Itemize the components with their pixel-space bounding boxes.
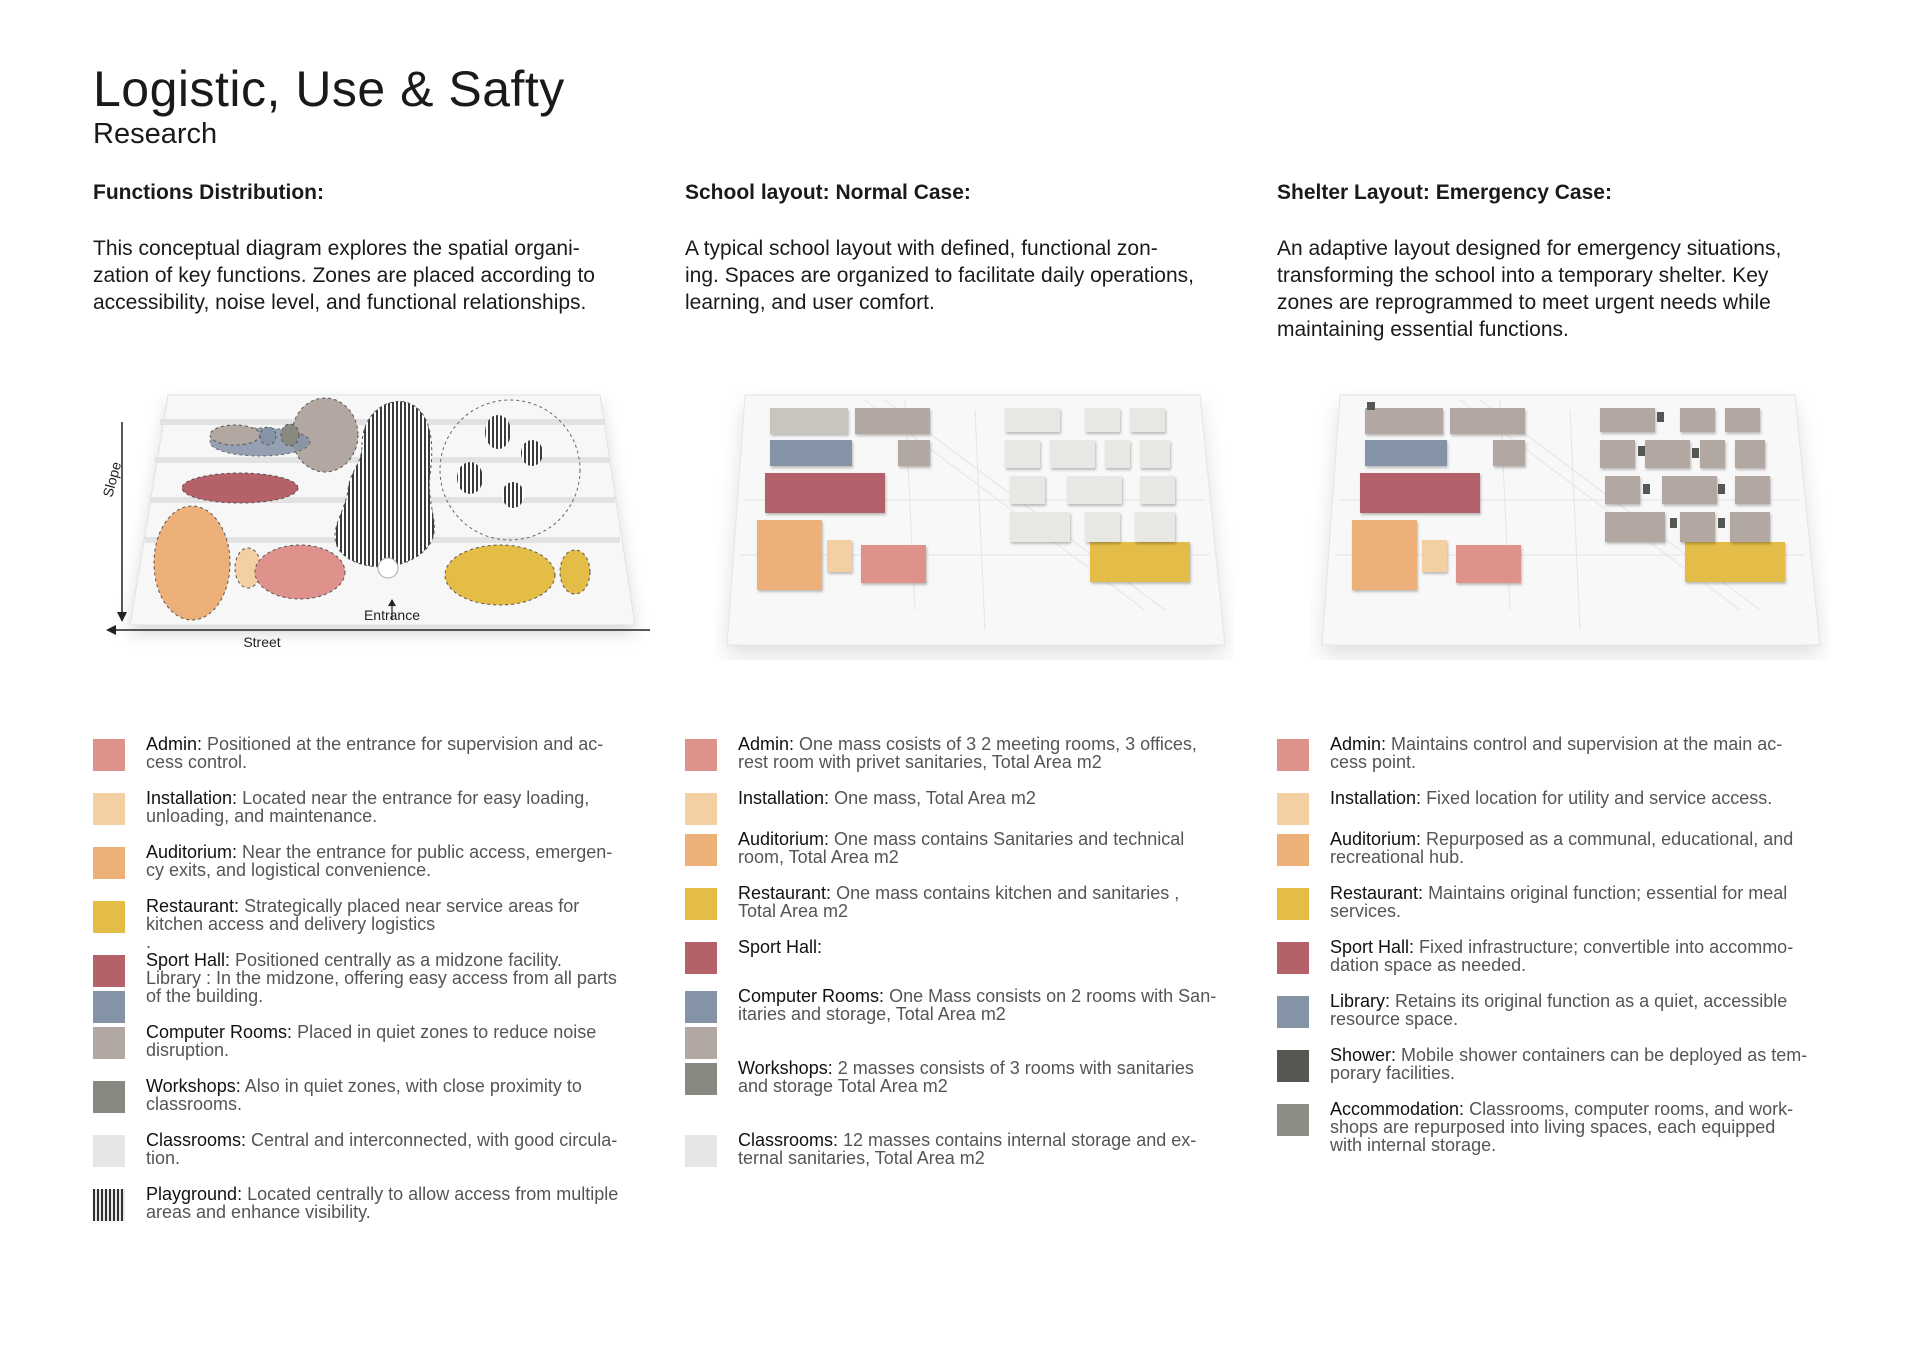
legend-swatch (1277, 739, 1309, 771)
legend-description: Positioned centrally as a midzone facility. Library : In the midzone, offering easy access from all parts of the building. (146, 950, 617, 1006)
legend-text (146, 1185, 666, 1221)
legend-text (1330, 789, 1850, 807)
legend-description: One Mass consists on 2 rooms with San- itaries and storage, Total Area m2 (738, 986, 1217, 1024)
legend-swatch (93, 1027, 125, 1059)
school-layout-svg (715, 380, 1235, 660)
shelter-layout-svg (1310, 380, 1830, 660)
shelter-description: An adaptive layout designed for emergency situations, transforming the school into a temporary shelter. Key zones are reprogrammed to meet urgent needs while maintaining essential functions. (1277, 237, 1782, 342)
legend-text (738, 884, 1258, 920)
legend-swatch (685, 991, 717, 1023)
legend-swatch (93, 847, 125, 879)
street-label: Street (243, 634, 281, 650)
legend-swatch (93, 739, 125, 771)
legend-text (146, 1023, 666, 1059)
page-title: Logistic, Use & Safty (93, 61, 565, 117)
column-shelter (1277, 180, 1837, 343)
legend-swatch (93, 991, 125, 1023)
library-block (1365, 440, 1447, 466)
legend-swatch (1277, 888, 1309, 920)
legend-text (1330, 938, 1850, 974)
legend-swatch (685, 793, 717, 825)
legend-swatch (1277, 793, 1309, 825)
legend-description: Retains its original function as a quiet, accessible resource space. (1330, 991, 1788, 1029)
legend-description: Located near the entrance for easy loading, unloading, and maintenance. (146, 788, 590, 826)
legend-label: Restaurant: (738, 883, 832, 903)
legend-text (738, 987, 1258, 1023)
legend-text (1330, 884, 1850, 920)
legend-label: Shower: (1330, 1045, 1397, 1065)
installation-block (827, 540, 852, 572)
sport-hall-block (765, 473, 885, 513)
legend-swatch (1277, 996, 1309, 1028)
legend-text (738, 1059, 1258, 1095)
legend-swatch (685, 834, 717, 866)
functions-diagram-svg (100, 380, 660, 660)
legend-label: Sport Hall: (1330, 937, 1415, 957)
legend-label: Playground: (146, 1184, 243, 1204)
legend-label: Admin: (738, 734, 795, 754)
legend-swatch (93, 901, 125, 933)
school-layout-diagram (715, 380, 1235, 660)
legend-text (738, 938, 1258, 956)
legend-description: 12 masses contains internal storage and ex- ternal sanitaries, Total Area m2 (738, 1130, 1197, 1168)
legend-label: Admin: (146, 734, 203, 754)
library-block (770, 440, 852, 466)
school-heading: School layout: Normal Case: (685, 181, 971, 204)
legend-text (146, 1131, 666, 1167)
computer-block (855, 408, 930, 434)
legend-label: Computer Rooms: (146, 1022, 293, 1042)
legend-description: Classrooms, computer rooms, and work- shops are repurposed into living spaces, each equipped with internal storage. (1330, 1099, 1794, 1155)
installation-block (1422, 540, 1447, 572)
school-description: A typical school layout with defined, functional zon- ing. Spaces are organized to facilitate daily operations, learning, and user comfort. (685, 237, 1194, 315)
legend-text (1330, 1046, 1850, 1082)
entrance-label: Entrance (363, 607, 421, 623)
legend-label: Installation: (1330, 788, 1422, 808)
legend-text (738, 789, 1258, 807)
legend-label: Auditorium: (738, 829, 830, 849)
legend-description: 2 masses consists of 3 rooms with sanitaries and storage Total Area m2 (738, 1058, 1194, 1096)
legend-description: Fixed infrastructure; convertible into accommo- dation space as needed. (1330, 937, 1794, 975)
auditorium-block (757, 520, 822, 590)
legend-text (146, 789, 666, 825)
auditorium-block (1352, 520, 1417, 590)
column-school (685, 180, 1245, 316)
legend-description: Strategically placed near service areas for kitchen access and delivery logistics . (146, 896, 580, 952)
auditorium-zone (154, 506, 230, 620)
legend-swatch (685, 1027, 717, 1059)
legend-text (738, 735, 1258, 771)
legend-text (1330, 735, 1850, 771)
legend-description: Fixed location for utility and service access. (1421, 788, 1773, 808)
legend-swatch (685, 888, 717, 920)
functions-heading: Functions Distribution: (93, 181, 324, 204)
legend-description: Maintains control and supervision at the main ac- cess point. (1330, 734, 1783, 772)
legend-description: One mass contains kitchen and sanitaries , Total Area m2 (738, 883, 1180, 921)
accommodation-block (1365, 408, 1443, 434)
legend-description: Positioned at the entrance for supervision and ac- cess control. (146, 734, 604, 772)
legend-description: One mass contains Sanitaries and technical room, Total Area m2 (738, 829, 1185, 867)
admin-zone (255, 545, 345, 599)
restaurant-block (1685, 542, 1785, 582)
legend-description: Also in quiet zones, with close proximity to classrooms. (146, 1076, 582, 1114)
legend-label: Classrooms: (146, 1130, 247, 1150)
legend-swatch (93, 1081, 125, 1113)
shelter-heading: Shelter Layout: Emergency Case: (1277, 181, 1612, 204)
legend-text (146, 1077, 666, 1113)
functions-diagram (100, 380, 660, 660)
legend-swatch (93, 1189, 125, 1221)
legend-text (1330, 1100, 1850, 1154)
slope-label: Slope (100, 460, 125, 499)
page-subtitle: Research (93, 118, 218, 150)
legend-description: Central and interconnected, with good circula- tion. (146, 1130, 618, 1168)
legend-description: Repurposed as a communal, educational, and recreational hub. (1330, 829, 1794, 867)
legend-text (146, 951, 666, 1005)
workshops-block (770, 408, 848, 434)
admin-block (861, 545, 926, 583)
legend-text (738, 1131, 1258, 1167)
legend-swatch (685, 1135, 717, 1167)
legend-label: Computer Rooms: (738, 986, 885, 1006)
legend-swatch (1277, 1050, 1309, 1082)
legend-label: Restaurant: (1330, 883, 1424, 903)
legend-description: Near the entrance for public access, emergen- cy exits, and logistical convenience. (146, 842, 613, 880)
legend-label: Restaurant: (146, 896, 240, 916)
legend-text (146, 735, 666, 771)
legend-label: Library: (1330, 991, 1391, 1011)
legend-description: Mobile shower containers can be deployed as tem- porary facilities. (1330, 1045, 1808, 1083)
legend-label: Workshops: (146, 1076, 241, 1096)
legend-label: Installation: (738, 788, 830, 808)
legend-text (1330, 830, 1850, 866)
legend-label: Auditorium: (146, 842, 238, 862)
legend-description: One mass, Total Area m2 (829, 788, 1036, 808)
shelter-layout-diagram (1310, 380, 1830, 660)
legend-description: Maintains original function; essential for meal services. (1330, 883, 1788, 921)
legend-swatch (685, 1063, 717, 1095)
legend-description: One mass cosists of 3 2 meeting rooms, 3 offices, rest room with privet sanitaries, Total Area m2 (738, 734, 1197, 772)
legend-description: Placed in quiet zones to reduce noise disruption. (146, 1022, 597, 1060)
restaurant-block (1090, 542, 1190, 582)
sport-hall-zone (182, 473, 298, 503)
legend-swatch (685, 739, 717, 771)
legend-label: Auditorium: (1330, 829, 1422, 849)
restaurant-zone (445, 545, 555, 605)
legend-label: Admin: (1330, 734, 1387, 754)
functions-description: This conceptual diagram explores the spatial organi- zation of key functions. Zones are placed according to accessibility, noise level, and functional relationships. (93, 237, 595, 315)
legend-label: Classrooms: (738, 1130, 839, 1150)
legend-text (1330, 992, 1850, 1028)
legend-description: Located centrally to allow access from multiple areas and enhance visibility. (146, 1184, 619, 1222)
legend-swatch (1277, 942, 1309, 974)
legend-label: Installation: (146, 788, 238, 808)
legend-swatch (1277, 1104, 1309, 1136)
legend-text (146, 897, 666, 951)
legend-swatch (93, 955, 125, 987)
legend-swatch (1277, 834, 1309, 866)
admin-block (1456, 545, 1521, 583)
legend-label: Sport Hall: (738, 937, 823, 957)
legend-label: Sport Hall: (146, 950, 231, 970)
legend-text (738, 830, 1258, 866)
legend-swatch (93, 1135, 125, 1167)
workshops-zone (281, 424, 299, 446)
legend-swatch (93, 793, 125, 825)
legend-label: Accommodation: (1330, 1099, 1465, 1119)
legend-swatch (685, 942, 717, 974)
legend-text (146, 843, 666, 879)
sport-hall-block (1360, 473, 1480, 513)
column-functions (93, 180, 653, 316)
legend-label: Workshops: (738, 1058, 833, 1078)
